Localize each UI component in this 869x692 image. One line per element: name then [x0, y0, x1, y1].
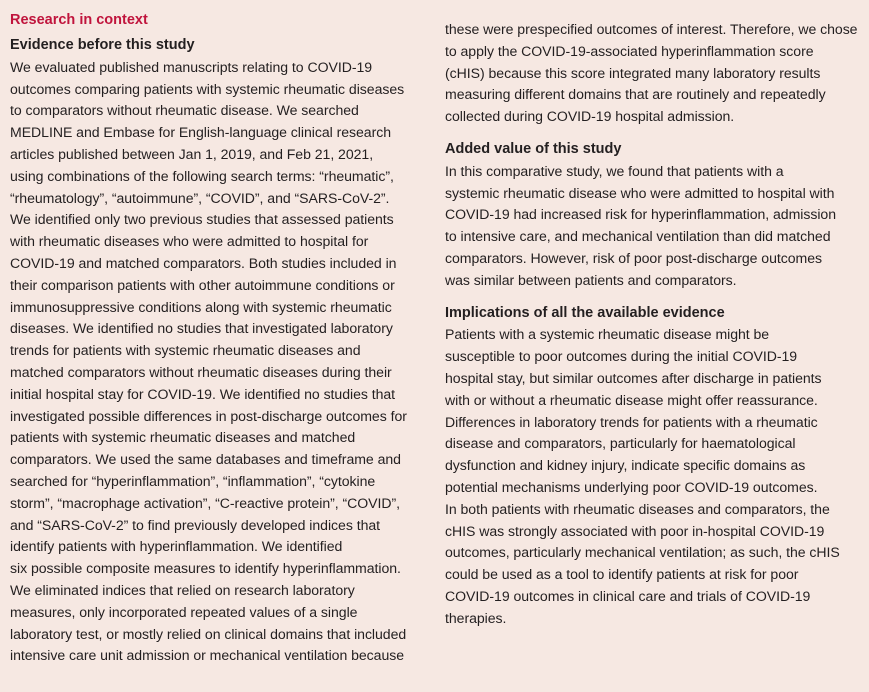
evidence-body: We evaluated published manuscripts relating to COVID-19 outcomes comparing patients with systemic rheumatic diseases to comparators without rheumatic disease. We searched MEDLINE and Embase for English-language clinical research articles published between Jan 1, 2019, and Feb 21, 2021, using combinations of the following search terms: “rheumatic”, “rheumatology”, “autoimmune”, “COVID”, and “SARS-CoV-2”. We identified only two previous studies that assessed patients with rheumatic diseases who were admitted to hospital for COVID-19 and matched comparators. Both studies included in their comparison patients with other autoimmune conditions or immunosuppressive conditions along with systemic rheumatic diseases. We identified no studies that investigated laboratory trends for patients with systemic rheumatic diseases and matched comparators without rheumatic diseases during their initial hospital stay for COVID-19. We identified no studies that investigated possible differences in post-discharge outcomes for patients with systemic rheumatic diseases and matched comparators. We used the same databases and timeframe and searched for “hyperinflammation”, “inflammation”, “cytokine storm”, “macrophage activation”, “C-reactive protein”, “COVID”, and “SARS-CoV-2” to find previously developed indices that identify patients with hyperinflammation. We identified six possible composite measures to identify hyperinflammation. We eliminated indices that relied on research laboratory measures, only incorporated repeated values of a single laboratory test, or mostly relied on clinical domains that included intensive care unit admission or mechanical ventilation because: [10, 58, 407, 664]
panel-title: Research in context: [10, 12, 148, 28]
evidence-heading: Evidence before this study: [10, 37, 195, 53]
added-value-heading: Added value of this study: [445, 140, 622, 157]
section-evidence-continued: [445, 19, 859, 128]
section-added-value: [445, 139, 859, 292]
section-evidence: [10, 35, 420, 667]
implications-heading: Implications of all the available evidence: [445, 304, 725, 321]
left-column: [10, 35, 420, 678]
evidence-body-continued: these were prespecified outcomes of interest. Therefore, we chose to apply the COVID-19-associated hyperinflammation score (cHIS) because this score integrated many laboratory results measuring different domains that are routinely and repeatedly collected during COVID-19 hospital admission.: [445, 21, 858, 125]
section-implications: [445, 303, 859, 630]
added-value-body: In this comparative study, we found that patients with a systemic rheumatic disease who were admitted to hospital with COVID-19 had increased risk for hyperinflammation, admission to intensive care, and mechanical ventilation than did matched comparators. However, risk of poor post-discharge outcomes was similar between patients and comparators.: [445, 162, 837, 288]
implications-body: Patients with a systemic rheumatic disease might be susceptible to poor outcomes during the initial COVID-19 hospital stay, but similar outcomes after discharge in patients with or without a rheumatic disease might offer reassurance. Differences in laboratory trends for patients with a rheumatic disease and comparators, particularly for haematological dysfunction and kidney injury, indicate specific domains as potential mechanisms underlying poor COVID-19 outcomes. In both patients with rheumatic diseases and comparators, the cHIS was strongly associated with poor in-hospital COVID-19 outcomes, particularly mechanical ventilation; as such, the cHIS could be used as a tool to identify patients at risk for poor COVID-19 outcomes in clinical care and trials of COVID-19 therapies.: [445, 326, 840, 626]
panel-columns: [10, 21, 859, 678]
right-column: [445, 19, 859, 678]
